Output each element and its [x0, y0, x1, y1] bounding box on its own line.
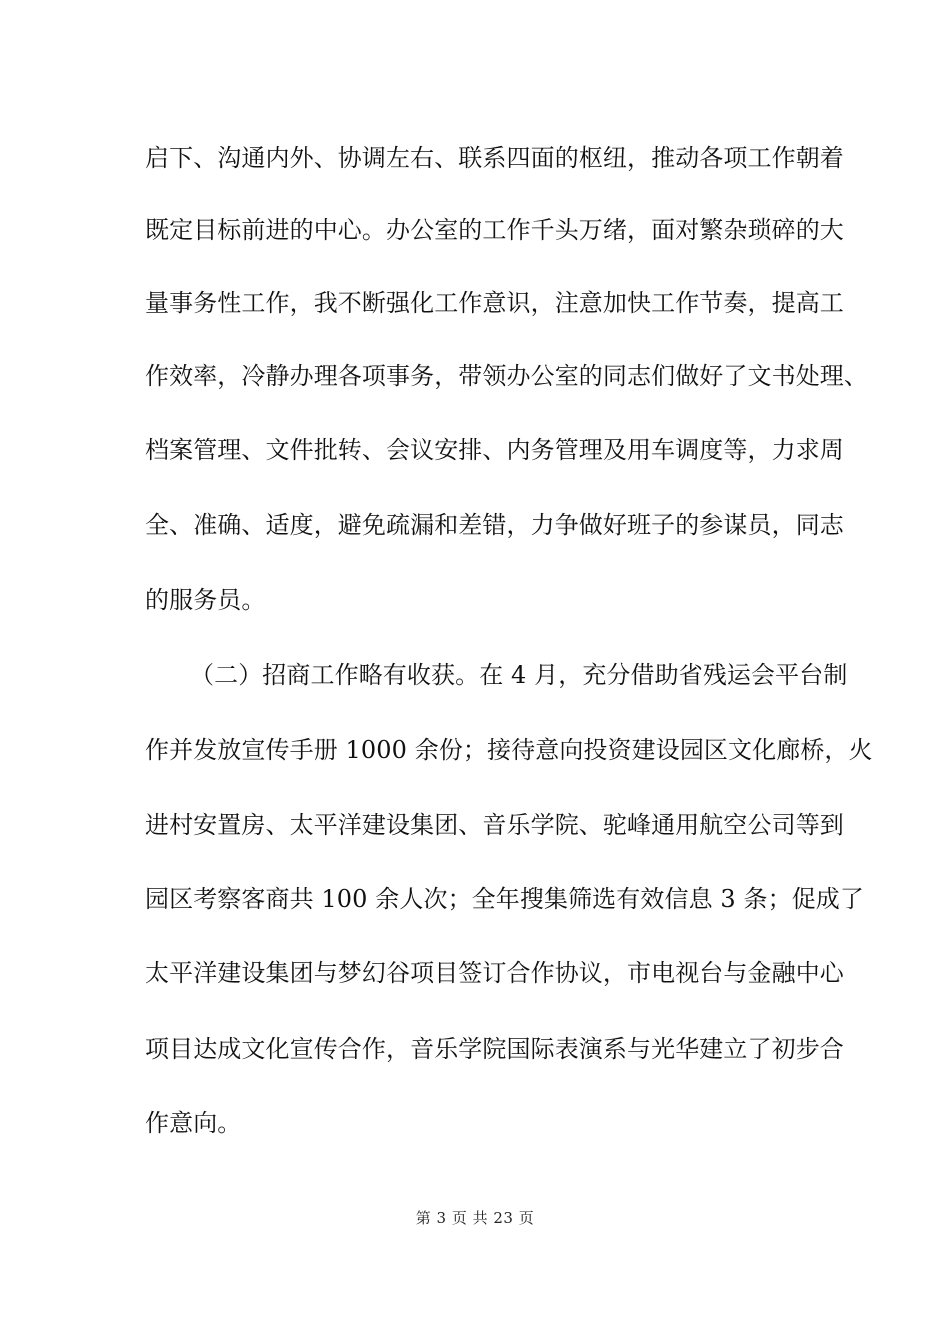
paragraph-1-line-3: 量事务性工作，我不断强化工作意识，注意加快工作节奏，提高工	[145, 289, 844, 317]
paragraph-2-line-5: 太平洋建设集团与梦幻谷项目签订合作协议，市电视台与金融中心	[145, 959, 844, 987]
paragraph-1-line-5: 档案管理、文件批转、会议安排、内务管理及用车调度等，力求周	[145, 436, 844, 464]
paragraph-2-line-4: 园区考察客商共 100 余人次；全年搜集筛选有效信息 3 条；促成了	[145, 885, 864, 913]
paragraph-1-line-7: 的服务员。	[145, 586, 266, 614]
paragraph-1-line-4: 作效率，冷静办理各项事务，带领办公室的同志们做好了文书处理、	[145, 362, 868, 390]
paragraph-2-line-2: 作并发放宣传手册 1000 余份；接待意向投资建设园区文化廊桥，火	[145, 736, 873, 764]
paragraph-1-line-1: 启下、沟通内外、协调左右、联系四面的枢纽，推动各项工作朝着	[145, 144, 844, 172]
page-number-footer: 第 3 页 共 23 页	[415, 1209, 535, 1227]
paragraph-2-line-6: 项目达成文化宣传合作，音乐学院国际表演系与光华建立了初步合	[145, 1035, 844, 1063]
paragraph-2-line-3: 进村安置房、太平洋建设集团、音乐学院、驼峰通用航空公司等到	[145, 811, 844, 839]
paragraph-2-line-7: 作意向。	[145, 1109, 242, 1137]
paragraph-1-line-6: 全、准确、适度，避免疏漏和差错，力争做好班子的参谋员，同志	[145, 511, 844, 539]
paragraph-1-line-2: 既定目标前进的中心。办公室的工作千头万绪，面对繁杂琐碎的大	[145, 216, 844, 244]
paragraph-2-line-1: （二）招商工作略有收获。在 4 月，充分借助省残运会平台制	[190, 661, 848, 689]
